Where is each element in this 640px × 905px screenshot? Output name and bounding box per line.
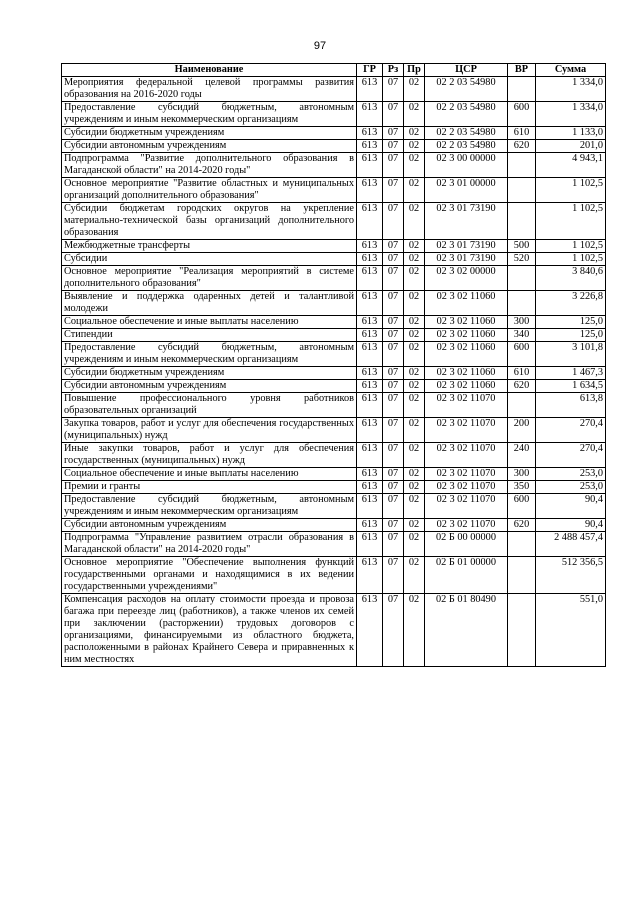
table-row xyxy=(62,557,606,594)
cell-gr: 613 xyxy=(357,77,383,102)
cell-rz: 07 xyxy=(383,266,404,291)
cell-csr: 02 3 01 00000 xyxy=(425,178,508,203)
cell-pr: 02 xyxy=(404,240,425,253)
cell-pr: 02 xyxy=(404,532,425,557)
table-row xyxy=(62,367,606,380)
table-row xyxy=(62,178,606,203)
cell-sum: 1 467,3 xyxy=(536,367,606,380)
cell-gr: 613 xyxy=(357,393,383,418)
cell-rz: 07 xyxy=(383,203,404,240)
cell-rz: 07 xyxy=(383,342,404,367)
cell-vr: 620 xyxy=(508,380,536,393)
cell-gr: 613 xyxy=(357,418,383,443)
cell-sum: 4 943,1 xyxy=(536,153,606,178)
cell-pr: 02 xyxy=(404,102,425,127)
cell-sum: 253,0 xyxy=(536,481,606,494)
cell-gr: 613 xyxy=(357,519,383,532)
cell-vr: 610 xyxy=(508,127,536,140)
cell-csr: 02 Б 01 80490 xyxy=(425,594,508,667)
cell-csr: 02 3 02 11070 xyxy=(425,393,508,418)
cell-gr: 613 xyxy=(357,102,383,127)
cell-name: Субсидии автономным учреждениям xyxy=(62,140,357,153)
cell-gr: 613 xyxy=(357,380,383,393)
cell-pr: 02 xyxy=(404,153,425,178)
cell-pr: 02 xyxy=(404,329,425,342)
cell-gr: 613 xyxy=(357,329,383,342)
cell-name: Повышение профессионального уровня работников образовательных организаций xyxy=(62,393,357,418)
cell-csr: 02 3 00 00000 xyxy=(425,153,508,178)
table-header-row xyxy=(62,64,606,77)
cell-vr: 620 xyxy=(508,140,536,153)
cell-sum: 1 334,0 xyxy=(536,77,606,102)
table-row xyxy=(62,418,606,443)
cell-name: Социальное обеспечение и иные выплаты населению xyxy=(62,316,357,329)
cell-name: Межбюджетные трансферты xyxy=(62,240,357,253)
cell-rz: 07 xyxy=(383,532,404,557)
cell-csr: 02 3 02 11060 xyxy=(425,329,508,342)
cell-vr: 520 xyxy=(508,253,536,266)
cell-sum: 125,0 xyxy=(536,316,606,329)
cell-rz: 07 xyxy=(383,519,404,532)
cell-csr: 02 3 02 11060 xyxy=(425,367,508,380)
cell-vr xyxy=(508,77,536,102)
cell-vr xyxy=(508,557,536,594)
cell-pr: 02 xyxy=(404,594,425,667)
cell-rz: 07 xyxy=(383,494,404,519)
cell-rz: 07 xyxy=(383,291,404,316)
cell-csr: 02 3 02 11070 xyxy=(425,443,508,468)
cell-pr: 02 xyxy=(404,77,425,102)
budget-table xyxy=(61,63,606,667)
cell-sum: 125,0 xyxy=(536,329,606,342)
cell-name: Основное мероприятие "Обеспечение выполнения функций государственными органами и находящимися в их ведении государственными учреждениями" xyxy=(62,557,357,594)
cell-rz: 07 xyxy=(383,240,404,253)
table-row xyxy=(62,77,606,102)
table-row xyxy=(62,532,606,557)
cell-name: Закупка товаров, работ и услуг для обеспечения государственных (муниципальных) нужд xyxy=(62,418,357,443)
cell-sum: 253,0 xyxy=(536,468,606,481)
cell-pr: 02 xyxy=(404,127,425,140)
cell-name: Иные закупки товаров, работ и услуг для обеспечения государственных (муниципальных) нужд xyxy=(62,443,357,468)
table-row xyxy=(62,342,606,367)
table-row xyxy=(62,481,606,494)
table-row xyxy=(62,494,606,519)
cell-name: Подпрограмма "Управление развитием отрасли образования в Магаданской области" на 2014-2020 годы" xyxy=(62,532,357,557)
cell-pr: 02 xyxy=(404,140,425,153)
cell-name: Предоставление субсидий бюджетным, автономным учреждениям и иным некоммерческим организациям xyxy=(62,494,357,519)
table-row xyxy=(62,519,606,532)
table-row xyxy=(62,329,606,342)
cell-csr: 02 2 03 54980 xyxy=(425,77,508,102)
cell-sum: 3 226,8 xyxy=(536,291,606,316)
table-row xyxy=(62,140,606,153)
cell-gr: 613 xyxy=(357,203,383,240)
column-header-csr: ЦСР xyxy=(425,64,508,77)
column-header-sum: Сумма xyxy=(536,64,606,77)
table-row xyxy=(62,127,606,140)
cell-csr: 02 3 02 11070 xyxy=(425,519,508,532)
cell-sum: 201,0 xyxy=(536,140,606,153)
cell-gr: 613 xyxy=(357,253,383,266)
cell-sum: 1 102,5 xyxy=(536,203,606,240)
cell-csr: 02 Б 01 00000 xyxy=(425,557,508,594)
cell-pr: 02 xyxy=(404,557,425,594)
cell-pr: 02 xyxy=(404,266,425,291)
cell-sum: 90,4 xyxy=(536,494,606,519)
cell-vr: 620 xyxy=(508,519,536,532)
cell-vr: 200 xyxy=(508,418,536,443)
table-row xyxy=(62,203,606,240)
cell-vr: 600 xyxy=(508,494,536,519)
cell-pr: 02 xyxy=(404,291,425,316)
cell-csr: 02 3 01 73190 xyxy=(425,203,508,240)
cell-rz: 07 xyxy=(383,418,404,443)
cell-pr: 02 xyxy=(404,316,425,329)
cell-sum: 3 101,8 xyxy=(536,342,606,367)
cell-csr: 02 Б 00 00000 xyxy=(425,532,508,557)
cell-rz: 07 xyxy=(383,316,404,329)
cell-csr: 02 3 02 11060 xyxy=(425,342,508,367)
cell-gr: 613 xyxy=(357,494,383,519)
cell-sum: 1 102,5 xyxy=(536,178,606,203)
cell-vr xyxy=(508,594,536,667)
cell-vr: 240 xyxy=(508,443,536,468)
cell-name: Премии и гранты xyxy=(62,481,357,494)
cell-name: Субсидии xyxy=(62,253,357,266)
cell-vr xyxy=(508,532,536,557)
cell-gr: 613 xyxy=(357,443,383,468)
cell-pr: 02 xyxy=(404,253,425,266)
table-row xyxy=(62,102,606,127)
cell-name: Подпрограмма "Развитие дополнительного образования в Магаданской области" на 2014-2020 годы" xyxy=(62,153,357,178)
cell-name: Компенсация расходов на оплату стоимости проезда и провоза багажа при переезде лиц (работников), а также членов их семей при заключении (расторжении) трудовых договоров с организациями, финансируемыми из областного бюджета, расположенными в районах Крайнего Севера и приравненных к ним местностях xyxy=(62,594,357,667)
cell-rz: 07 xyxy=(383,329,404,342)
cell-sum: 551,0 xyxy=(536,594,606,667)
cell-sum: 1 133,0 xyxy=(536,127,606,140)
cell-pr: 02 xyxy=(404,178,425,203)
cell-gr: 613 xyxy=(357,291,383,316)
cell-vr xyxy=(508,291,536,316)
cell-pr: 02 xyxy=(404,393,425,418)
cell-rz: 07 xyxy=(383,253,404,266)
cell-gr: 613 xyxy=(357,557,383,594)
column-header-gr: ГР xyxy=(357,64,383,77)
table-row xyxy=(62,240,606,253)
cell-vr: 350 xyxy=(508,481,536,494)
cell-name: Субсидии автономным учреждениям xyxy=(62,519,357,532)
cell-pr: 02 xyxy=(404,367,425,380)
cell-sum: 1 634,5 xyxy=(536,380,606,393)
cell-csr: 02 3 02 11060 xyxy=(425,316,508,329)
cell-gr: 613 xyxy=(357,594,383,667)
table-row xyxy=(62,291,606,316)
cell-name: Стипендии xyxy=(62,329,357,342)
cell-gr: 613 xyxy=(357,342,383,367)
cell-gr: 613 xyxy=(357,481,383,494)
cell-name: Предоставление субсидий бюджетным, автономным учреждениям и иным некоммерческим организациям xyxy=(62,102,357,127)
cell-rz: 07 xyxy=(383,557,404,594)
page-number: 97 xyxy=(313,40,327,52)
cell-gr: 613 xyxy=(357,140,383,153)
cell-rz: 07 xyxy=(383,77,404,102)
cell-sum: 1 102,5 xyxy=(536,253,606,266)
cell-vr: 600 xyxy=(508,102,536,127)
cell-name: Субсидии бюджетным учреждениям xyxy=(62,127,357,140)
cell-rz: 07 xyxy=(383,140,404,153)
cell-pr: 02 xyxy=(404,203,425,240)
cell-pr: 02 xyxy=(404,494,425,519)
cell-pr: 02 xyxy=(404,468,425,481)
cell-pr: 02 xyxy=(404,418,425,443)
cell-sum: 90,4 xyxy=(536,519,606,532)
table-row xyxy=(62,153,606,178)
cell-csr: 02 2 03 54980 xyxy=(425,102,508,127)
cell-sum: 1 102,5 xyxy=(536,240,606,253)
cell-rz: 07 xyxy=(383,178,404,203)
cell-rz: 07 xyxy=(383,443,404,468)
table-row xyxy=(62,266,606,291)
cell-csr: 02 3 02 11060 xyxy=(425,380,508,393)
cell-pr: 02 xyxy=(404,342,425,367)
cell-csr: 02 3 02 11070 xyxy=(425,481,508,494)
cell-csr: 02 2 03 54980 xyxy=(425,140,508,153)
cell-vr xyxy=(508,153,536,178)
cell-vr xyxy=(508,266,536,291)
cell-csr: 02 3 02 11060 xyxy=(425,291,508,316)
cell-gr: 613 xyxy=(357,127,383,140)
cell-rz: 07 xyxy=(383,102,404,127)
cell-name: Субсидии бюджетам городских округов на укрепление материально-технической базы организаций дополнительного образования xyxy=(62,203,357,240)
cell-gr: 613 xyxy=(357,266,383,291)
cell-csr: 02 3 02 11070 xyxy=(425,468,508,481)
cell-csr: 02 3 02 00000 xyxy=(425,266,508,291)
cell-sum: 512 356,5 xyxy=(536,557,606,594)
cell-gr: 613 xyxy=(357,240,383,253)
cell-vr: 300 xyxy=(508,316,536,329)
column-header-rz: Рз xyxy=(383,64,404,77)
cell-rz: 07 xyxy=(383,468,404,481)
cell-pr: 02 xyxy=(404,519,425,532)
cell-sum: 270,4 xyxy=(536,443,606,468)
cell-rz: 07 xyxy=(383,481,404,494)
cell-sum: 2 488 457,4 xyxy=(536,532,606,557)
cell-csr: 02 3 02 11070 xyxy=(425,418,508,443)
cell-gr: 613 xyxy=(357,468,383,481)
cell-vr xyxy=(508,203,536,240)
cell-rz: 07 xyxy=(383,393,404,418)
cell-pr: 02 xyxy=(404,481,425,494)
cell-pr: 02 xyxy=(404,380,425,393)
table-body xyxy=(62,77,606,667)
cell-sum: 3 840,6 xyxy=(536,266,606,291)
cell-gr: 613 xyxy=(357,532,383,557)
cell-name: Субсидии автономным учреждениям xyxy=(62,380,357,393)
cell-vr xyxy=(508,178,536,203)
cell-name: Мероприятия федеральной целевой программы развития образования на 2016-2020 годы xyxy=(62,77,357,102)
cell-rz: 07 xyxy=(383,127,404,140)
cell-vr: 300 xyxy=(508,468,536,481)
cell-vr: 340 xyxy=(508,329,536,342)
table-row xyxy=(62,380,606,393)
column-header-vr: ВР xyxy=(508,64,536,77)
cell-gr: 613 xyxy=(357,153,383,178)
cell-vr: 600 xyxy=(508,342,536,367)
cell-name: Предоставление субсидий бюджетным, автономным учреждениям и иным некоммерческим организациям xyxy=(62,342,357,367)
table-row xyxy=(62,393,606,418)
cell-sum: 270,4 xyxy=(536,418,606,443)
cell-rz: 07 xyxy=(383,380,404,393)
cell-csr: 02 3 01 73190 xyxy=(425,253,508,266)
cell-rz: 07 xyxy=(383,153,404,178)
cell-csr: 02 2 03 54980 xyxy=(425,127,508,140)
cell-vr xyxy=(508,393,536,418)
table-row xyxy=(62,253,606,266)
cell-rz: 07 xyxy=(383,367,404,380)
column-header-name: Наименование xyxy=(62,64,357,77)
cell-gr: 613 xyxy=(357,367,383,380)
cell-csr: 02 3 01 73190 xyxy=(425,240,508,253)
cell-gr: 613 xyxy=(357,316,383,329)
cell-sum: 613,8 xyxy=(536,393,606,418)
cell-name: Субсидии бюджетным учреждениям xyxy=(62,367,357,380)
cell-vr: 610 xyxy=(508,367,536,380)
column-header-pr: Пр xyxy=(404,64,425,77)
cell-name: Основное мероприятие "Развитие областных и муниципальных организаций дополнительного образования" xyxy=(62,178,357,203)
table-row xyxy=(62,468,606,481)
cell-gr: 613 xyxy=(357,178,383,203)
cell-sum: 1 334,0 xyxy=(536,102,606,127)
table-row xyxy=(62,316,606,329)
table-row xyxy=(62,443,606,468)
cell-csr: 02 3 02 11070 xyxy=(425,494,508,519)
cell-name: Выявление и поддержка одаренных детей и талантливой молодежи xyxy=(62,291,357,316)
cell-pr: 02 xyxy=(404,443,425,468)
table-row xyxy=(62,594,606,667)
cell-rz: 07 xyxy=(383,594,404,667)
cell-name: Социальное обеспечение и иные выплаты населению xyxy=(62,468,357,481)
cell-vr: 500 xyxy=(508,240,536,253)
cell-name: Основное мероприятие "Реализация мероприятий в системе дополнительного образования" xyxy=(62,266,357,291)
